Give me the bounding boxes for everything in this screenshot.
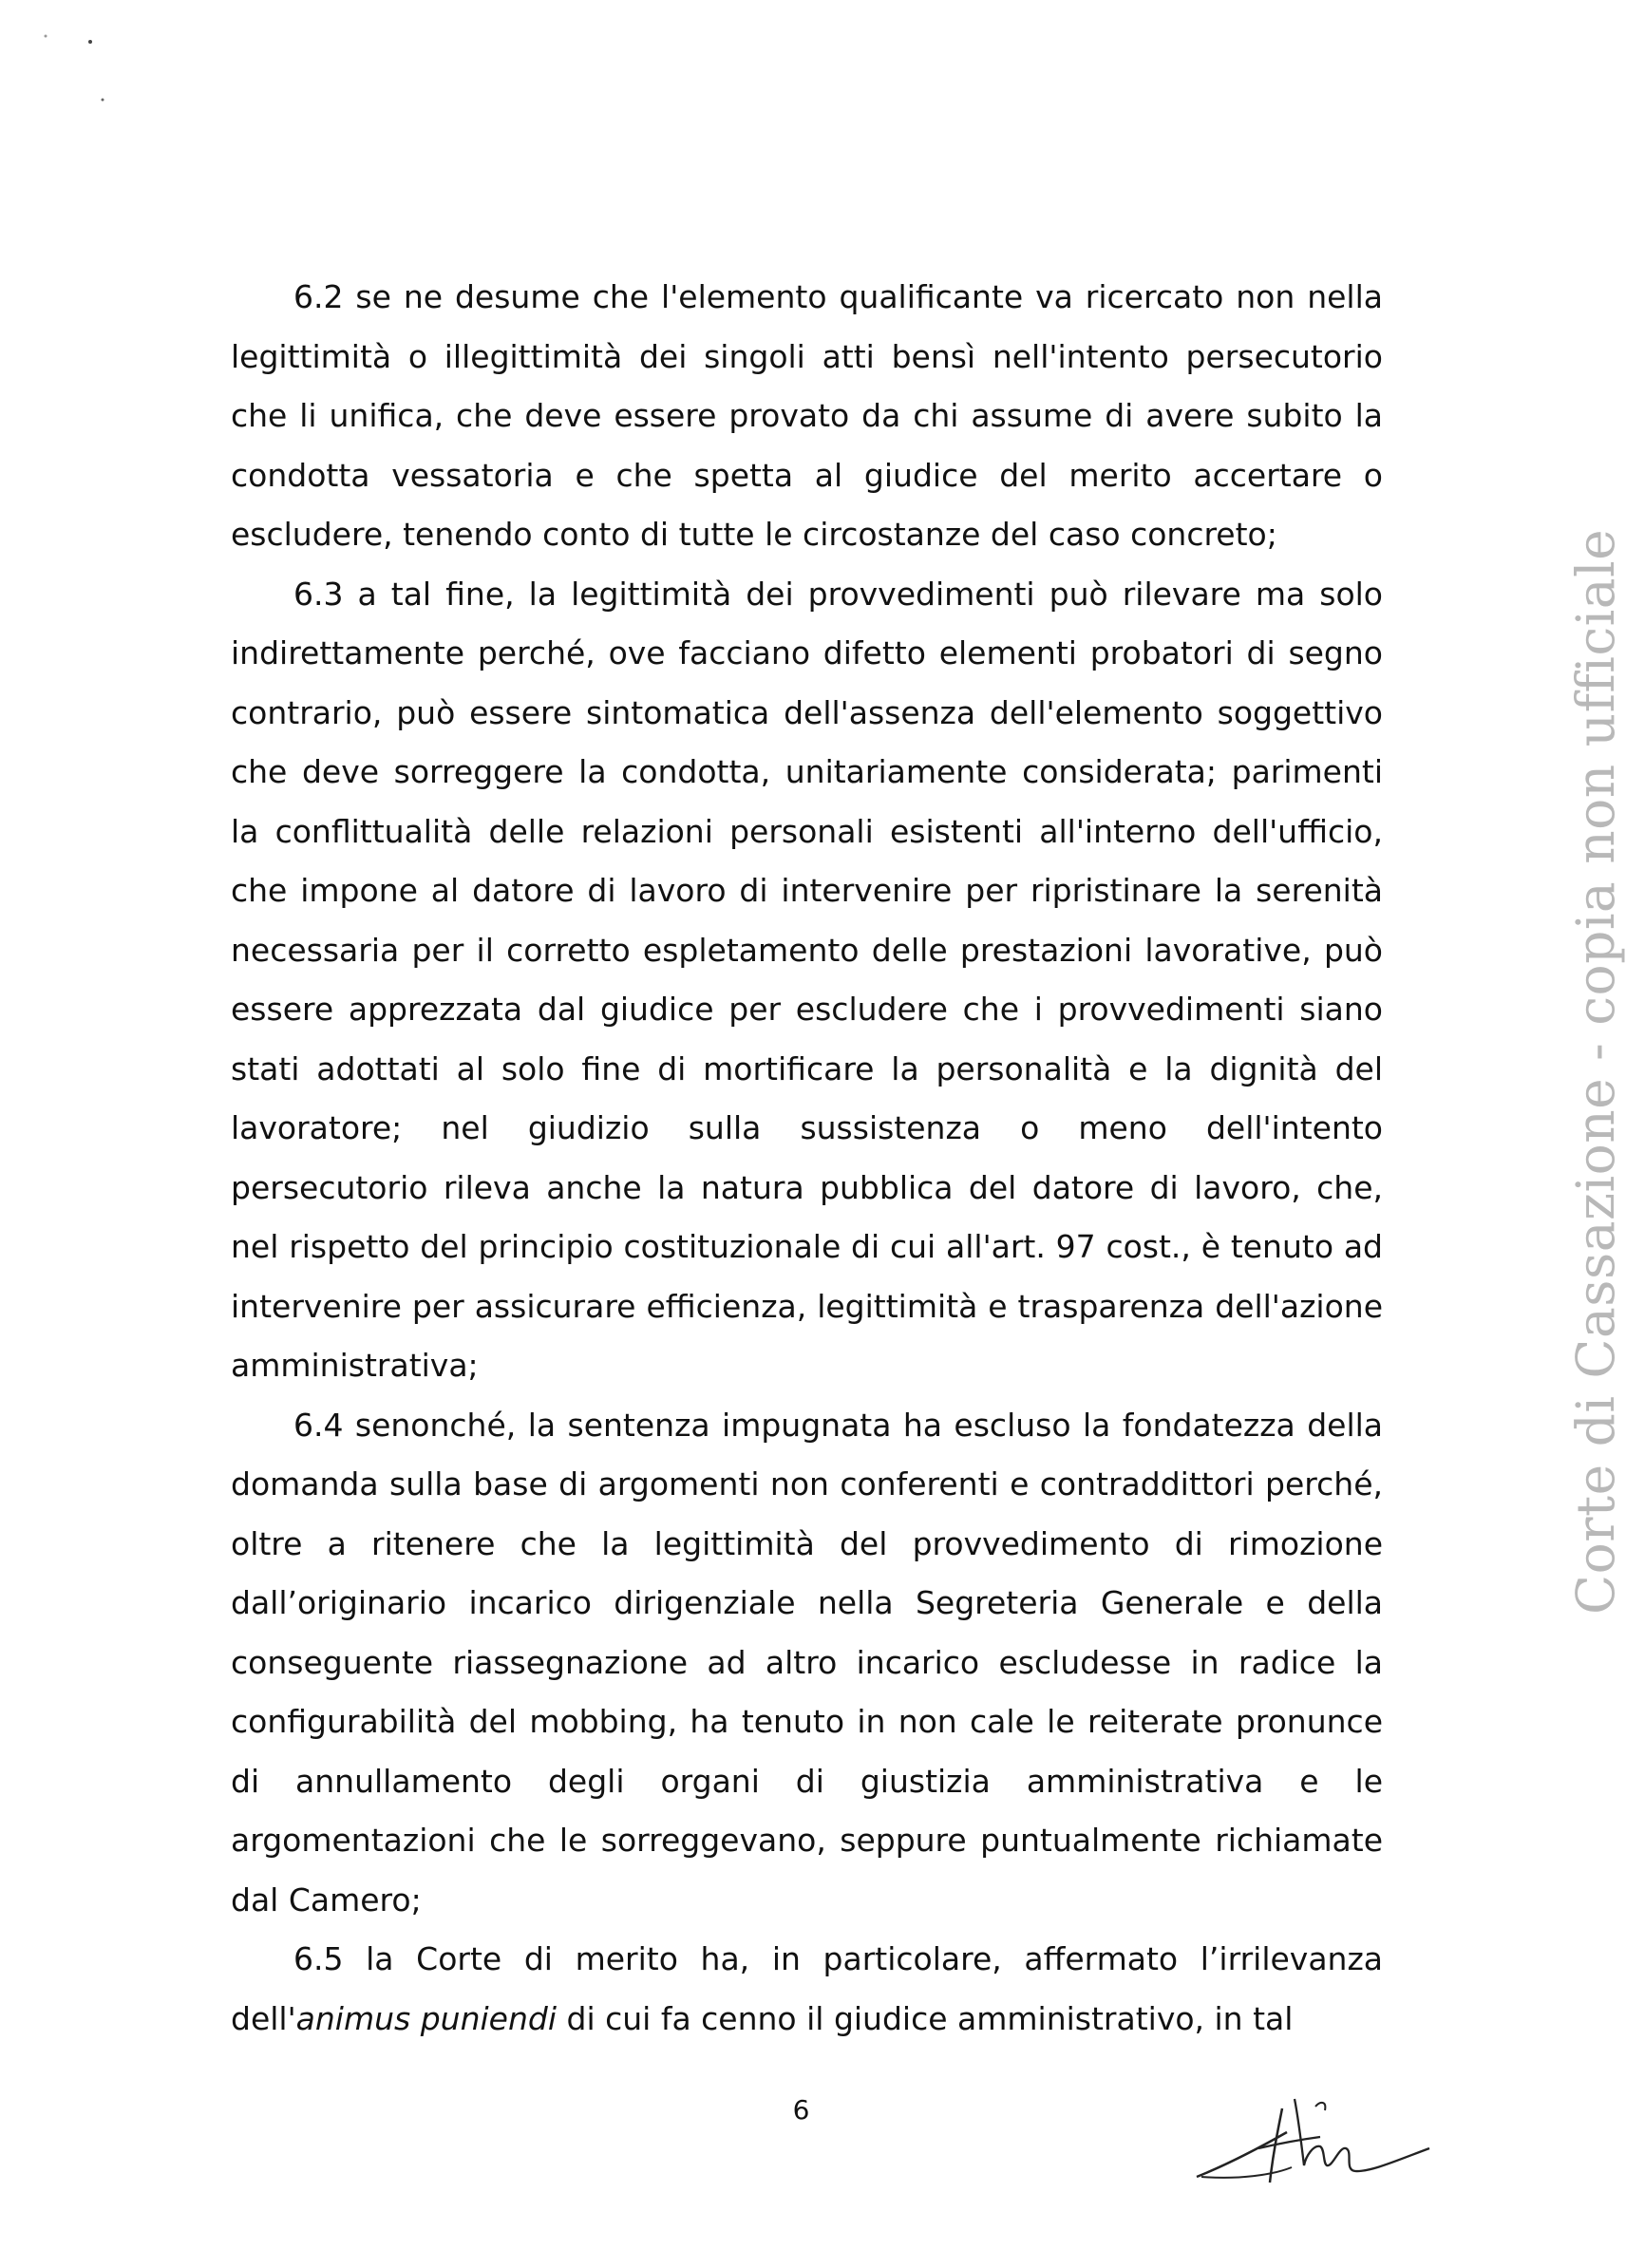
paragraph-6-3: 6.3 a tal fine, la legittimità dei provvedimenti può rilevare ma solo indirettamente perché, ove facciano difetto elementi probatori di segno contrario, può essere sintomatica dell'assenza dell'elemento soggettivo che deve sorreggere la condotta, unitariamente considerata; parimenti la conflittualità delle relazioni personali esistenti all'interno dell'ufficio, che impone al datore di lavoro di intervenire per ripristinare la serenità necessaria per il corretto espletamento delle prestazioni lavorative, può essere apprezzata dal giudice per escludere che i provvedimenti siano stati adottati al solo fine di mortificare la personalità e la dignità del lavoratore; nel giudizio sulla sussistenza o meno dell'intento persecutorio rileva anche la natura pubblica del datore di lavoro, che, nel rispetto del principio costituzionale di cui all'art. 97 cost., è tenuto ad intervenire per assicurare efficienza, legittimità e trasparenza dell'azione amministrativa; — [231, 575, 1383, 1384]
paragraph-6-4: 6.4 senonché, la sentenza impugnata ha escluso la fondatezza della domanda sulla base di argomenti non conferenti e contraddittori perché, oltre a ritenere che la legittimità del provvedimento di rimozione dall’originario incarico dirigenziale nella Segreteria Generale e della conseguente riassegnazione ad altro incarico escludesse in radice la configurabilità del mobbing, ha tenuto in non cale le reiterate pronunce di annullamento degli organi di giustizia amministrativa e le argomentazioni che le sorreggevano, seppure puntualmente richiamate dal Camero; — [231, 1406, 1383, 1918]
latin-phrase: animus puniendi — [295, 1999, 558, 2037]
signature — [1182, 2089, 1439, 2194]
paragraph-6-2: 6.2 se ne desume che l'elemento qualificante va ricercato non nella legittimità o illegittimità dei singoli atti bensì nell'intento persecutorio che li unifica, che deve essere provato da chi assume di avere subito la condotta vessatoria e che spetta al giudice del merito accertare o escludere, tenendo conto di tutte le circostanze del caso concreto; — [231, 278, 1383, 553]
paragraph-6-5 — [231, 1930, 1383, 2049]
paragraph-6-5-part2: di cui fa cenno il giudice amministrativo, in tal — [557, 1999, 1294, 2037]
page-number: 6 — [792, 2094, 810, 2126]
scan-marks — [38, 28, 114, 114]
paragraph-6-5-part1: 6.5 la Corte di merito ha, in particolare, affermato l’irrilevanza dell' — [231, 1940, 1383, 2037]
watermark: Corte di Cassazione - copia non ufficiale — [1565, 528, 1626, 1615]
document-body — [231, 268, 1383, 2049]
